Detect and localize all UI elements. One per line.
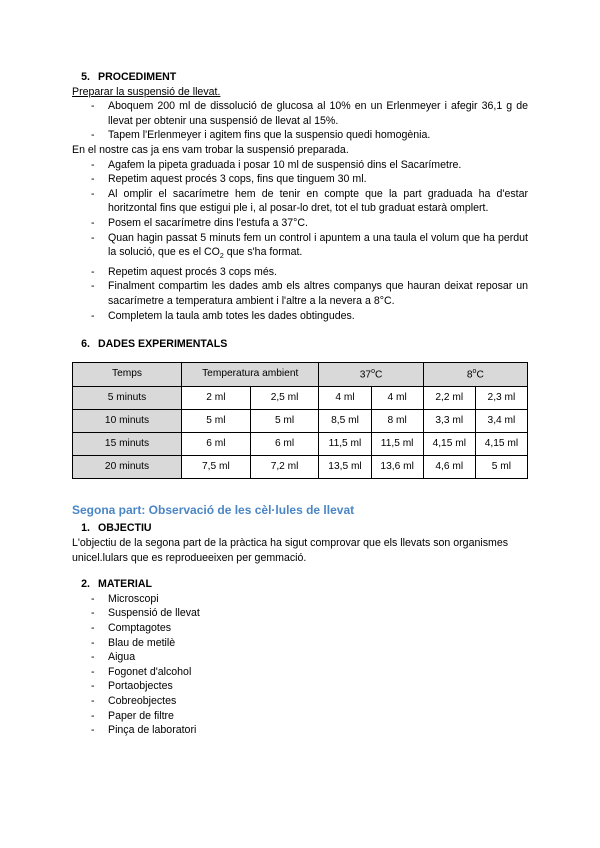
table-cell: 6 ml — [250, 432, 319, 455]
document-page — [72, 70, 528, 738]
list-item: - Paper de filtre — [72, 709, 528, 724]
table-cell: 5 ml — [475, 455, 527, 478]
header-8: 8$^o$C — [423, 362, 527, 386]
list-item: - Blau de metilè — [72, 636, 528, 651]
segona-part-title: Segona part: Observació de les cèl·lules de llevat — [72, 502, 355, 517]
table-cell: 11,5 ml — [371, 432, 423, 455]
section-number: 1. — [81, 522, 90, 535]
list-item: - Completem la taula amb totes les dades obtingudes. — [72, 309, 528, 324]
steps-list-b — [72, 158, 528, 324]
table-cell: 11,5 ml — [319, 432, 371, 455]
section-title: DADES EXPERIMENTALS — [98, 338, 228, 351]
table-cell: 8 ml — [371, 409, 423, 432]
procediment-heading — [72, 70, 528, 85]
header-ambient: Temperatura ambient — [182, 362, 319, 386]
list-item: - Cobreobjectes — [72, 694, 528, 709]
table-row-label: 5 minuts — [73, 386, 182, 409]
steps-list-a — [72, 99, 528, 143]
table-cell: 4,15 ml — [475, 432, 527, 455]
list-item: - Aigua — [72, 650, 528, 665]
section-title: MATERIAL — [98, 578, 152, 591]
table-cell: 2,3 ml — [475, 386, 527, 409]
table-cell: 4,15 ml — [423, 432, 475, 455]
table-cell: 7,2 ml — [250, 455, 319, 478]
intro-paragraph: En el nostre cas ja ens vam trobar la suspensió preparada. — [72, 143, 349, 156]
material-list — [72, 592, 528, 738]
table-cell: 3,4 ml — [475, 409, 527, 432]
table-cell: 13,6 ml — [371, 455, 423, 478]
list-item: - Comptagotes — [72, 621, 528, 636]
header-temps: Temps — [73, 362, 182, 386]
table-cell: 2,5 ml — [250, 386, 319, 409]
co2-subscript: 2 — [219, 253, 224, 261]
section-title: PROCEDIMENT — [98, 71, 177, 83]
table-cell: 4 ml — [371, 386, 423, 409]
list-item: - Posem el sacarímetre dins l'estufa a 37°C. — [72, 216, 528, 231]
table-row-label: 15 minuts — [73, 432, 182, 455]
section-number: 5. — [81, 71, 90, 83]
list-item: - Agafem la pipeta graduada i posar 10 ml de suspensió dins el Sacarímetre. — [72, 158, 528, 173]
table-cell: 13,5 ml — [319, 455, 371, 478]
list-item: - Al omplir el sacarímetre hem de tenir en compte que la part graduada ha d'estar horitzontal fins que estigui ple i, al posar-lo dret, tot el tub graduat estarà omplert. — [72, 187, 528, 216]
dades-heading — [72, 337, 528, 352]
list-item: - Suspensió de llevat — [72, 606, 528, 621]
list-item: - Aboquem 200 ml de dissolució de glucosa al 10% en un Erlenmeyer i afegir 36,1 g de llevat per obtenir una suspensió de llevat al 15%. — [72, 99, 528, 128]
list-item: - Pinça de laboratori — [72, 723, 528, 738]
table-cell: 5 ml — [182, 409, 251, 432]
list-item: - Repetim aquest procés 3 cops més. — [72, 265, 528, 280]
section-number: 6. — [81, 338, 90, 351]
list-item: - Tapem l'Erlenmeyer i agitem fins que la suspensio quedi homogènia. — [72, 128, 528, 143]
table-cell: 2 ml — [182, 386, 251, 409]
table-cell: 4 ml — [319, 386, 371, 409]
list-item: - Repetim aquest procés 3 cops, fins que tinguem 30 ml. — [72, 172, 528, 187]
objectiu-heading — [72, 521, 528, 536]
table-cell: 4,6 ml — [423, 455, 475, 478]
table-row-label: 10 minuts — [73, 409, 182, 432]
table-header-row — [73, 362, 528, 386]
table-cell: 5 ml — [250, 409, 319, 432]
material-heading — [72, 577, 528, 592]
objectiu-text: L'objectiu de la segona part de la pràctica ha sigut comprovar que els llevats son organismes unicel.lulars que es reprodueeixen per gemmació. — [72, 536, 509, 564]
table-row — [73, 409, 528, 432]
section-title: OBJECTIU — [98, 522, 152, 535]
list-item-co2: - Quan hagin passat 5 minuts fem un control i apuntem a una taula el volum que ha perdut la solució, que es el $CO_2$ que s'ha format. — [72, 231, 528, 265]
section-number: 2. — [81, 578, 90, 591]
procediment-subtitle: Preparar la suspensió de llevat. — [72, 85, 221, 98]
table-row — [73, 432, 528, 455]
table-row — [73, 386, 528, 409]
table-cell: 7,5 ml — [182, 455, 251, 478]
table-cell: 3,3 ml — [423, 409, 475, 432]
list-item: - Microscopi — [72, 592, 528, 607]
header-37: 37$^o$C — [319, 362, 423, 386]
table-cell: 8,5 ml — [319, 409, 371, 432]
table-cell: 6 ml — [182, 432, 251, 455]
table-cell: 2,2 ml — [423, 386, 475, 409]
list-item: - Fogonet d'alcohol — [72, 665, 528, 680]
list-item: - Portaobjectes — [72, 679, 528, 694]
table-row-label: 20 minuts — [73, 455, 182, 478]
table-row — [73, 455, 528, 478]
list-item: - Finalment compartim les dades amb els altres companys que hauran deixat reposar un sacarímetre a temperatura ambient i l'altre a la nevera a 8°C. — [72, 279, 528, 308]
experimental-data-table — [72, 362, 528, 479]
